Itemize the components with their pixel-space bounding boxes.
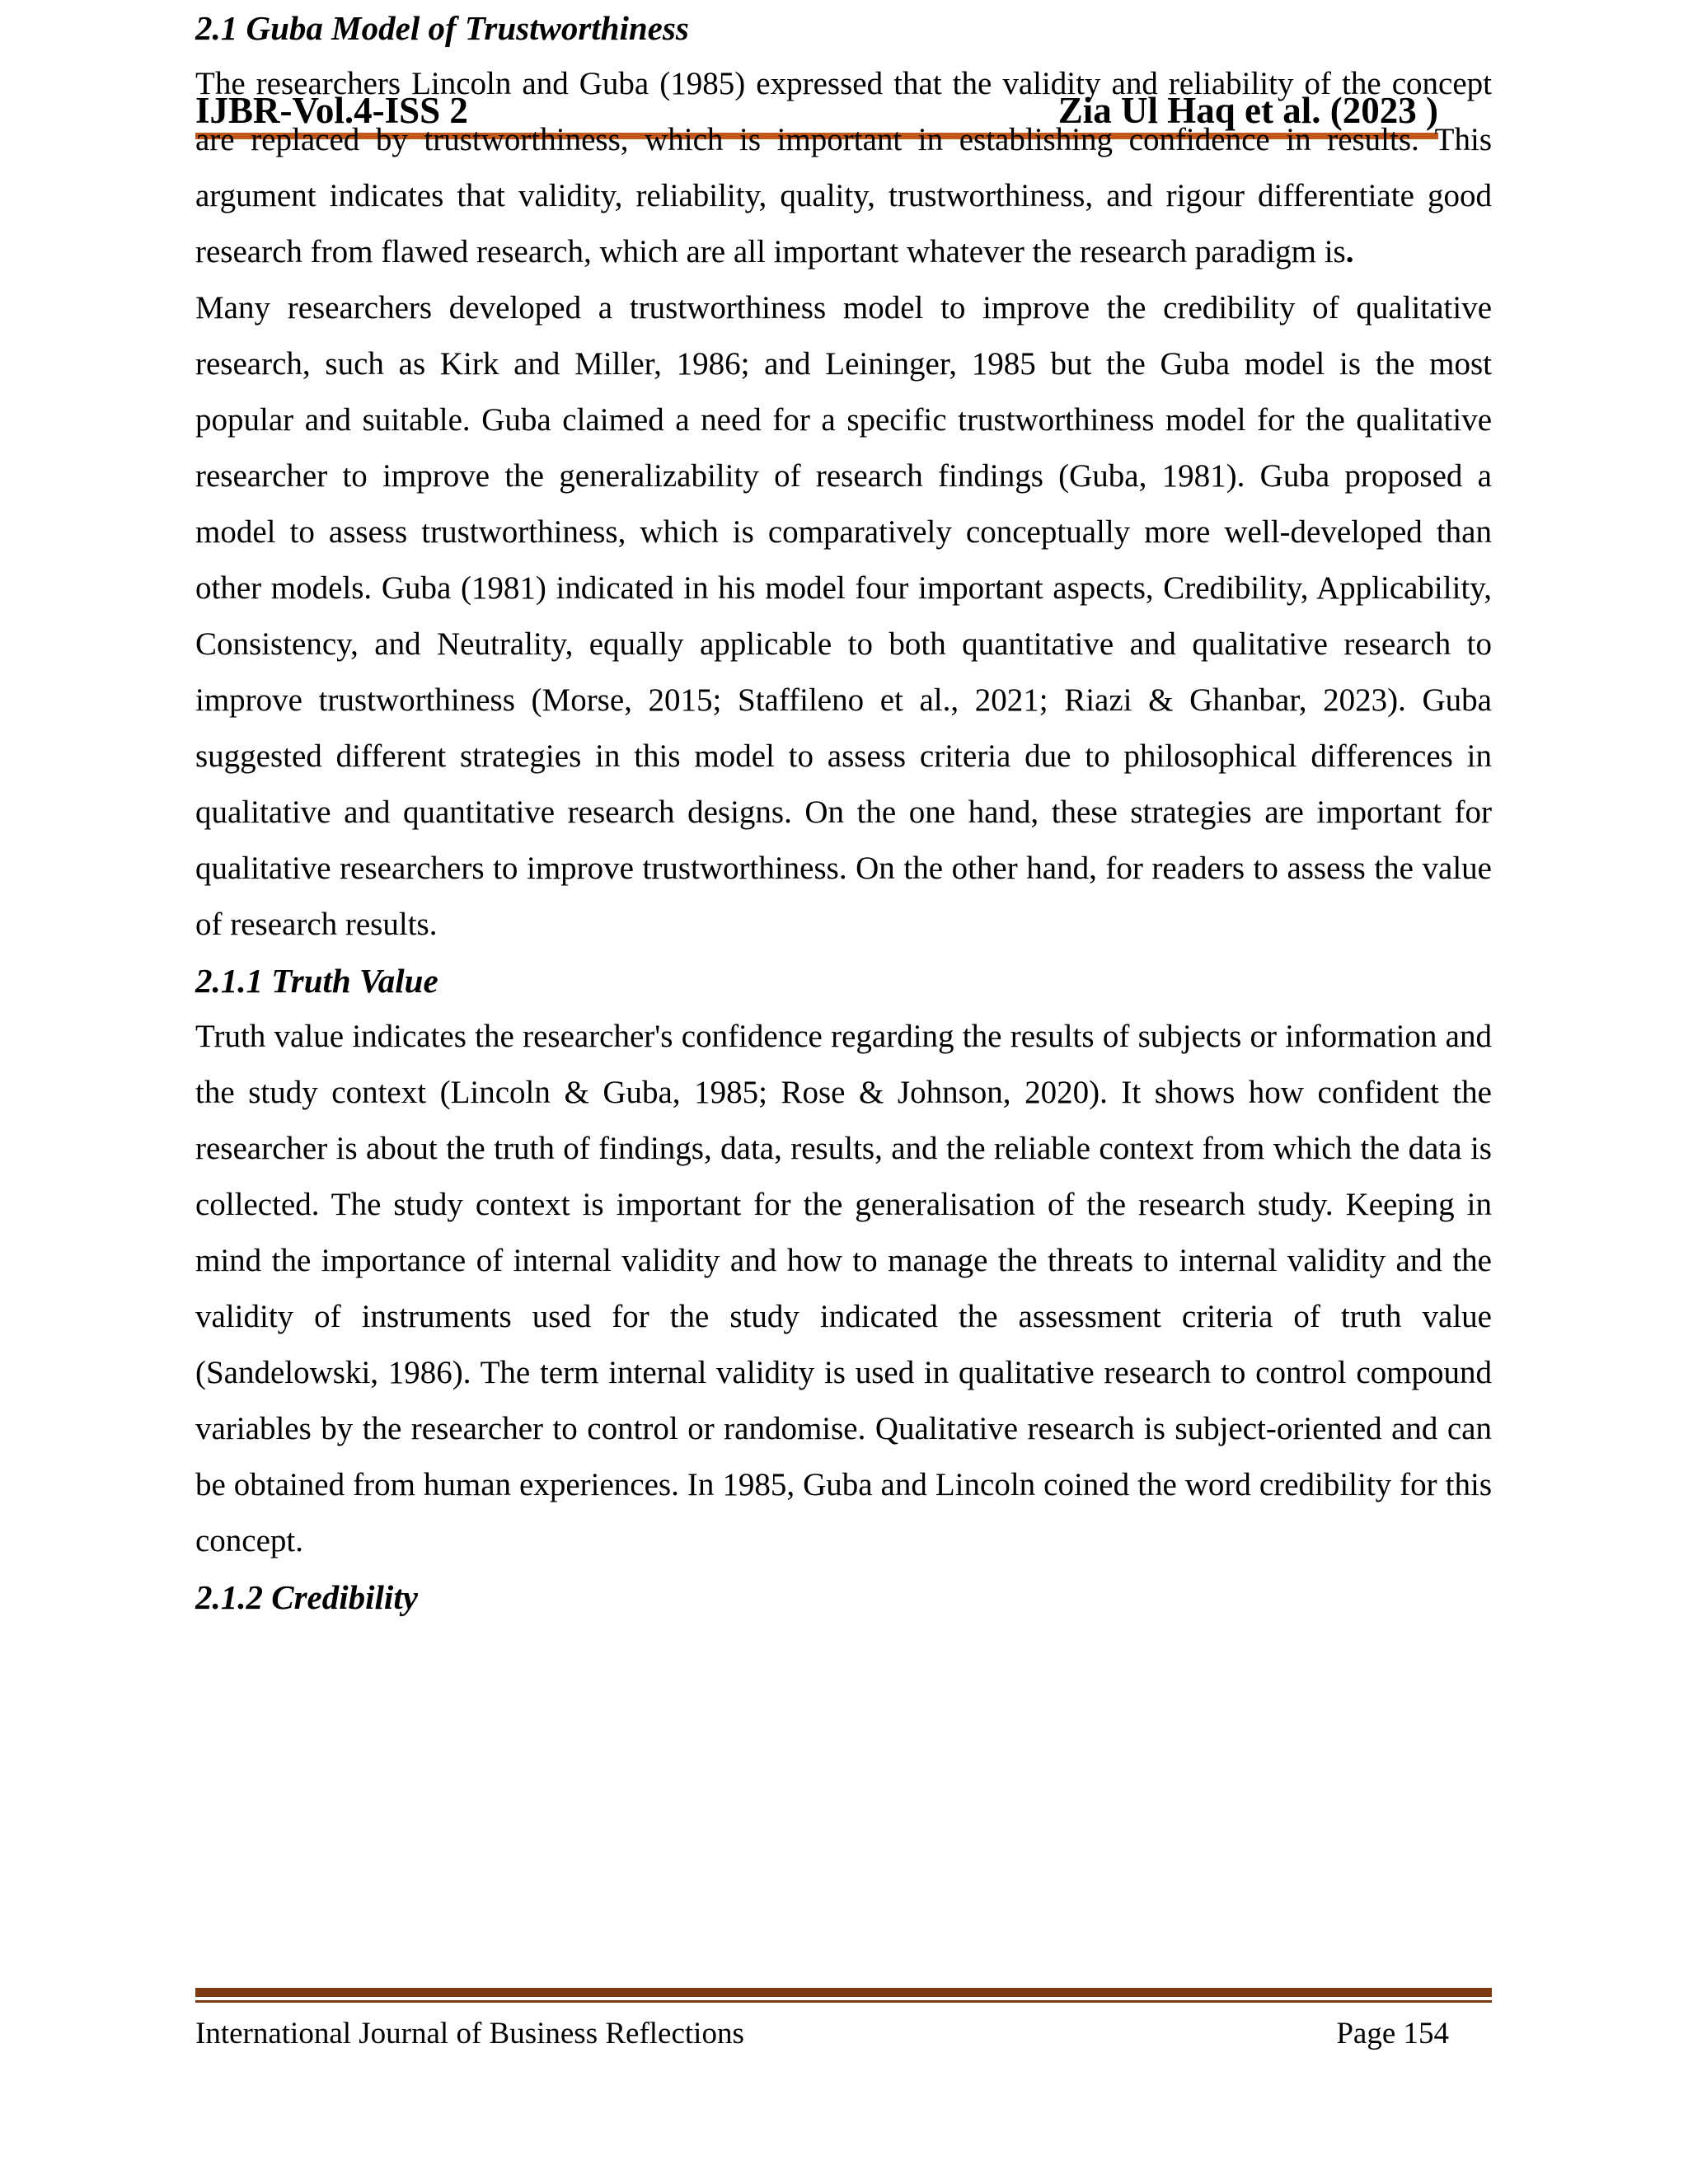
paragraph-guba-model-detail: Many researchers developed a trustworthiness model to improve the credibility of qualitative research, such as Kirk and Miller, 1986; and Leininger, 1985 but the Guba model is the most popular and suitable. Guba claimed a need for a specific trustworthiness model for the qualitative researcher to improve the generalizability of research findings (Guba, 1981). Guba proposed a model to assess trustworthiness, which is comparatively conceptually more well-developed than other models. Guba (1981) indicated in his model four important aspects, Credibility, Applicability, Consistency, and Neutrality, equally applicable to both quantitative and qualitative research to improve trustworthiness (Morse, 2015; Staffileno et al., 2021; Riazi & Ghanbar, 2023). Guba suggested different strategies in this model to assess criteria due to philosophical differences in qualitative and quantitative research designs. On the one hand, these strategies are important for qualitative researchers to improve trustworthiness. On the other hand, for readers to assess the value of research results.: [195, 290, 1492, 942]
header-authors-citation: Zia Ul Haq et al. (2023 ): [1057, 90, 1438, 131]
paragraph-guba-intro-text: The researchers Lincoln and Guba (1985) expressed that the validity and reliability of the concept are replaced by trustworthiness, which is important in establishing confidence in results. This argument indicates that validity, reliability, quality, trustworthiness, and rigour differentiate good research from flawed research, which are all important whatever the research paradigm is: [195, 66, 1492, 269]
section-heading-truth-value: 2.1.1 Truth Value: [195, 962, 438, 1000]
footer-page-number: Page 154: [1336, 2017, 1449, 2050]
paragraph-guba-intro: [195, 56, 1492, 280]
footer-journal-name: International Journal of Business Reflections: [195, 2017, 744, 2050]
paragraph-guba-intro-bold-period: .: [1345, 234, 1354, 269]
page-footer: [195, 1988, 1492, 2054]
paragraph-truth-value: Truth value indicates the researcher's confidence regarding the results of subjects or information and the study context (Lincoln & Guba, 1985; Rose & Johnson, 2020). It shows how confident the researcher is about the truth of findings, data, results, and the reliable context from which the data is collected. The study context is important for the generalisation of the research study. Keeping in mind the importance of internal validity and how to manage the threats to internal validity and the validity of instruments used for the study indicated the assessment criteria of truth value (Sandelowski, 1986). The term internal validity is used in qualitative research to control compound variables by the researcher to control or randomise. Qualitative research is subject-oriented and can be obtained from human experiences. In 1985, Guba and Lincoln coined the word credibility for this concept.: [195, 1019, 1492, 1558]
section-heading-guba-model: 2.1 Guba Model of Trustworthiness: [195, 9, 689, 47]
footer-text-row: [195, 2014, 1492, 2054]
header-journal-volume: IJBR-Vol.4-ISS 2: [195, 90, 468, 131]
page-body: [195, 0, 1492, 1625]
footer-rule-thin: [195, 2000, 1492, 2003]
footer-rule-thick: [195, 1988, 1492, 1997]
section-heading-credibility: 2.1.2 Credibility: [195, 1578, 418, 1616]
